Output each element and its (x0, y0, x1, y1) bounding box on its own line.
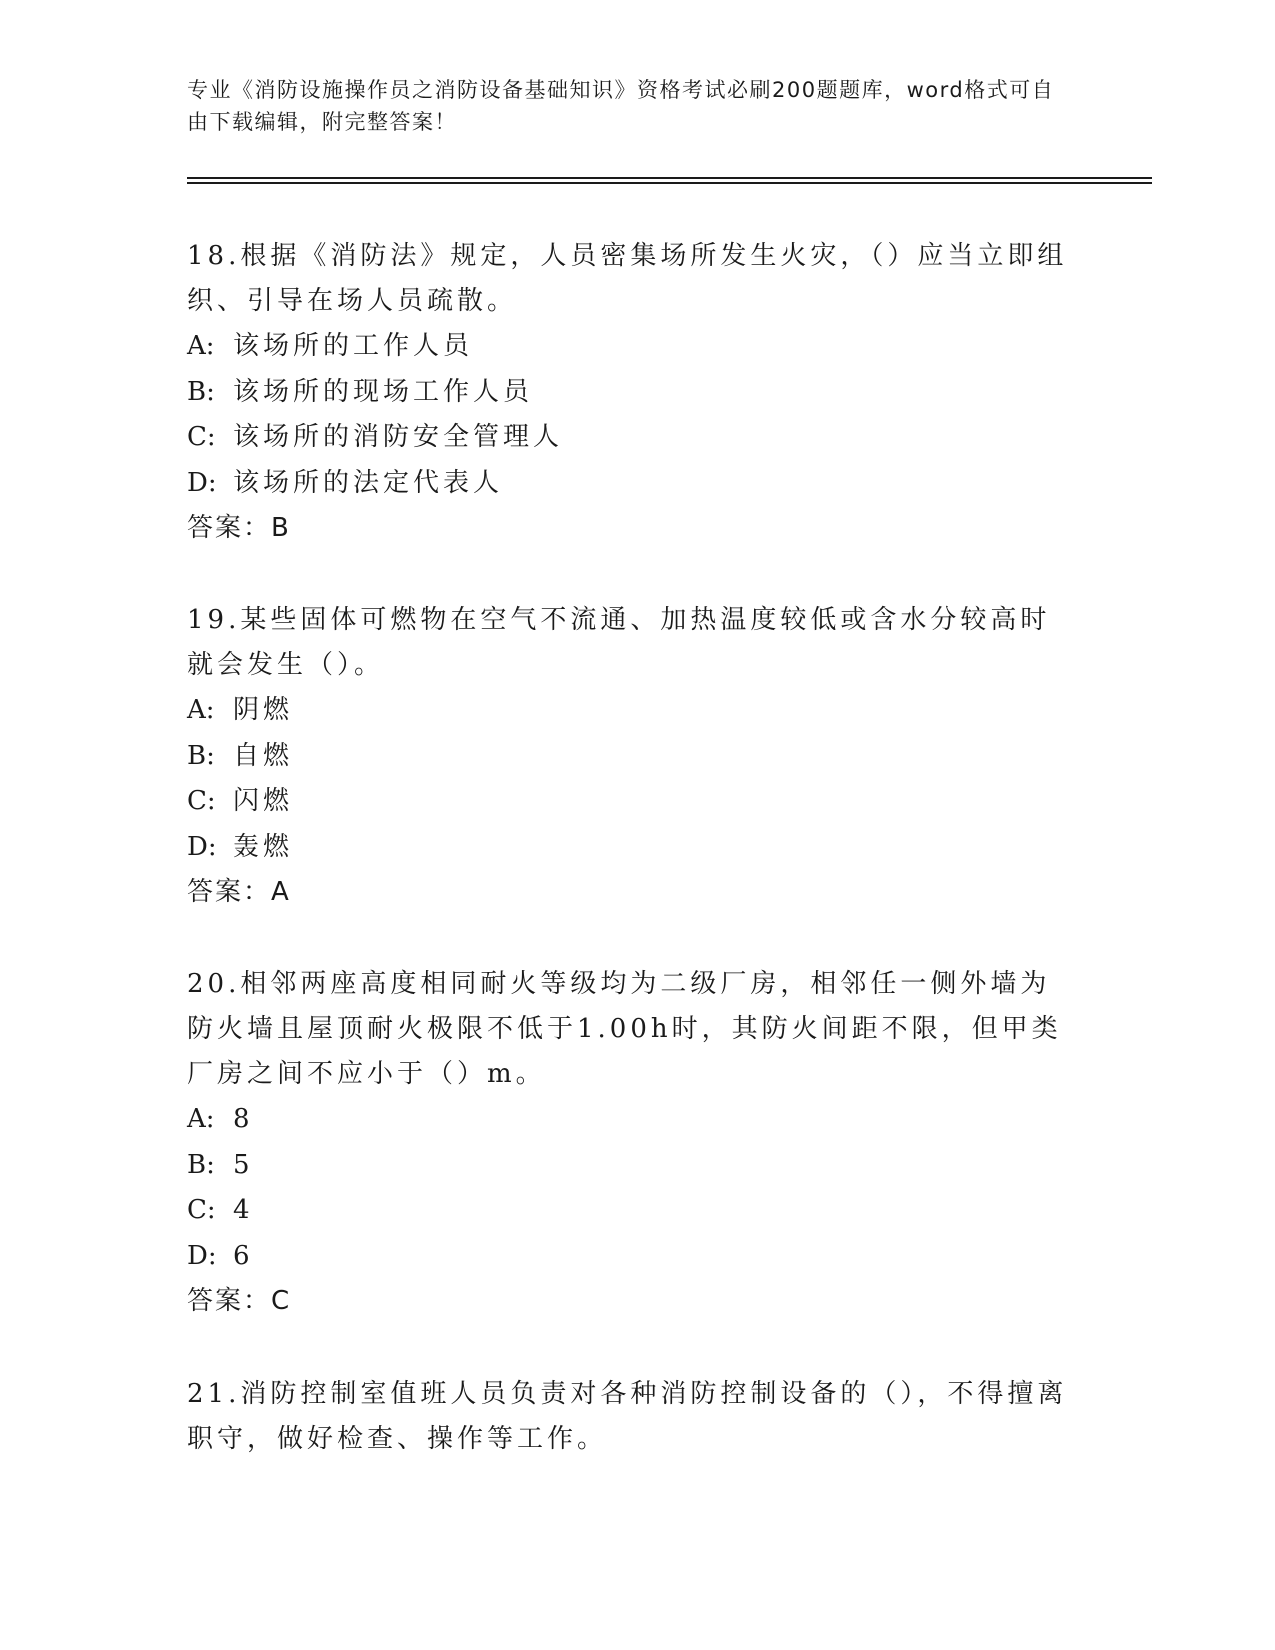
option-letter: A: (187, 331, 215, 361)
option-text: 自燃 (233, 740, 294, 771)
option-d (187, 825, 1077, 871)
option-text: 5 (233, 1149, 254, 1180)
option-b (187, 1143, 1077, 1189)
option-letter: C: (187, 786, 216, 816)
answer: 答案：C (187, 1286, 292, 1316)
header-divider-bottom (187, 182, 1152, 184)
option-text: 4 (233, 1195, 254, 1225)
option-text: 该场所的法定代表人 (233, 467, 504, 498)
option-c (187, 779, 1077, 825)
document-header: 专业《消防设施操作员之消防设备基础知识》资格考试必刷200题题库，word格式可自由下载编辑，附完整答案！ (187, 78, 1055, 134)
option-text: 该场所的现场工作人员 (233, 376, 534, 407)
option-text: 8 (233, 1104, 254, 1134)
option-letter: C: (187, 422, 216, 452)
question-stem: 21.消防控制室值班人员负责对各种消防控制设备的（），不得擅离职守，做好检查、操作等工作。 (187, 1379, 1068, 1454)
answer: 答案：B (187, 513, 291, 543)
question-stem: 20.相邻两座高度相同耐火等级均为二级厂房，相邻任一侧外墙为防火墙且屋顶耐火极限不低于1.00h时，其防火间距不限，但甲类厂房之间不应小于（）m。 (187, 969, 1062, 1089)
question-18 (187, 234, 1077, 551)
option-letter: B: (187, 1149, 215, 1180)
option-b (187, 734, 1077, 780)
option-b (187, 370, 1077, 416)
option-text: 该场所的工作人员 (233, 331, 474, 361)
option-text: 该场所的消防安全管理人 (233, 422, 564, 452)
question-stem: 18.根据《消防法》规定，人员密集场所发生火灾，（）应当立即组织、引导在场人员疏散。 (187, 241, 1068, 316)
option-letter: A: (187, 1104, 215, 1134)
option-a (187, 324, 1077, 370)
option-c (187, 1188, 1077, 1234)
answer: 答案：A (187, 877, 291, 907)
question-19 (187, 598, 1077, 915)
header-divider-top (187, 177, 1152, 179)
option-text: 阴燃 (233, 695, 294, 725)
option-letter: B: (187, 376, 215, 407)
question-21 (187, 1372, 1077, 1462)
option-letter: A: (187, 695, 215, 725)
option-letter: D: (187, 467, 217, 498)
option-letter: C: (187, 1195, 216, 1225)
option-a (187, 688, 1077, 734)
option-a (187, 1097, 1077, 1143)
option-letter: D: (187, 1240, 217, 1271)
option-d (187, 1234, 1077, 1280)
option-letter: B: (187, 740, 215, 771)
question-20 (187, 962, 1077, 1324)
option-letter: D: (187, 831, 217, 862)
option-d (187, 461, 1077, 507)
option-text: 6 (233, 1240, 254, 1271)
question-stem: 19.某些固体可燃物在空气不流通、加热温度较低或含水分较高时就会发生（）。 (187, 605, 1051, 680)
option-c (187, 415, 1077, 461)
option-text: 轰燃 (233, 831, 294, 862)
option-text: 闪燃 (233, 786, 294, 816)
